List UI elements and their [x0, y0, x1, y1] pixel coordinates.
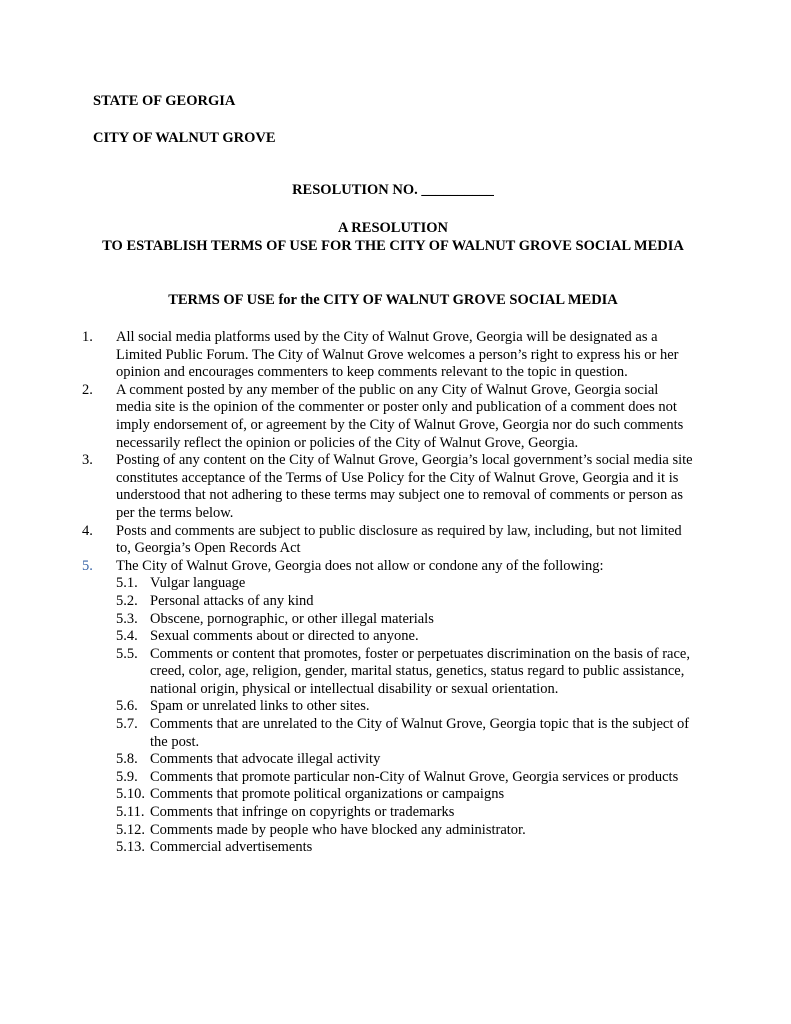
item-number: 5. — [82, 557, 93, 574]
subitem-number: 5.7. — [116, 716, 138, 733]
item-text: Posts and comments are subject to public disclosure as required by law, including, but not limited to, Georgia’s Open Records Act — [116, 522, 682, 557]
subitem-number: 5.5. — [116, 645, 138, 662]
subitem-number: 5.6. — [116, 698, 138, 715]
subitem-text: Comments that promote political organizations or campaigns — [150, 786, 505, 803]
prohibited-list — [116, 575, 694, 857]
subitem-text: Sexual comments about or directed to anyone. — [150, 628, 419, 645]
item-text: All social media platforms used by the City of Walnut Grove, Georgia will be designated as a Limited Public Forum. The City of Walnut Grove welcomes a person’s right to express his or her opinion and encourages commenters to keep comments relevant to the topic in question. — [116, 329, 679, 381]
city-heading: CITY OF WALNUT GROVE — [93, 130, 276, 146]
subitem-number: 5.9. — [116, 768, 138, 785]
subitem-number: 5.1. — [116, 575, 138, 592]
subitem-number: 5.11. — [116, 804, 145, 821]
item-number: 1. — [82, 329, 93, 345]
subitem-text: Vulgar language — [150, 575, 246, 592]
subitem-number: 5.13. — [116, 839, 145, 856]
sublist-item — [116, 646, 694, 699]
sublist-item — [116, 575, 694, 593]
subitem-text: Comments made by people who have blocked any administrator. — [150, 821, 526, 838]
subitem-text: Commercial advertisements — [150, 839, 313, 856]
sublist-item — [116, 804, 694, 822]
sublist-item — [116, 716, 694, 751]
sublist-item — [116, 751, 694, 769]
sublist-item — [116, 786, 694, 804]
resolution-subheading: TO ESTABLISH TERMS OF USE FOR THE CITY OF WALNUT GROVE SOCIAL MEDIA — [102, 238, 684, 254]
list-item — [82, 452, 694, 522]
resolution-number: RESOLUTION NO. __________ — [292, 182, 494, 198]
item-text: A comment posted by any member of the public on any City of Walnut Grove, Georgia social media site is the opinion of the commenter or poster only and publication of a comment does not imply endorsement of, or agreement by the City of Walnut Grove, Georgia nor do such comments necessarily reflect the opinion or policies of the City of Walnut Grove, Georgia. — [116, 381, 684, 451]
item-text: Posting of any content on the City of Walnut Grove, Georgia’s local government’s social media site constitutes acceptance of the Terms of Use Policy for the City of Walnut Grove, Georgia and it is understood that not adhering to these terms may subject one to removal of comments or person as per the terms below. — [116, 452, 693, 521]
sublist-item — [116, 698, 694, 716]
sublist-item — [116, 593, 694, 611]
subitem-number: 5.2. — [116, 592, 138, 609]
subitem-text: Comments that infringe on copyrights or trademarks — [150, 804, 455, 821]
resolution-heading: A RESOLUTION — [338, 220, 448, 236]
item-number: 4. — [82, 522, 93, 539]
list-item — [82, 523, 694, 558]
subitem-text: Comments that advocate illegal activity — [150, 751, 381, 768]
subitem-number: 5.8. — [116, 751, 138, 768]
sublist-item — [116, 822, 694, 840]
subitem-number: 5.4. — [116, 628, 138, 645]
sublist-item — [116, 628, 694, 646]
subitem-text: Obscene, pornographic, or other illegal materials — [150, 610, 434, 627]
subitem-text: Comments or content that promotes, foster or perpetuates discrimination on the basis of race, creed, color, age, religion, gender, marital status, genetics, status regard to public assistance, national origin, physical or intellectual disability or sexual orientation. — [150, 645, 690, 697]
sublist-item — [116, 611, 694, 629]
sublist-item — [116, 839, 694, 857]
item-number: 3. — [82, 452, 93, 469]
subitem-number: 5.12. — [116, 821, 145, 838]
item-text: The City of Walnut Grove, Georgia does not allow or condone any of the following: — [116, 557, 604, 574]
list-item — [82, 382, 694, 452]
subitem-text: Comments that are unrelated to the City of Walnut Grove, Georgia topic that is the subject of the post. — [150, 716, 690, 750]
state-heading: STATE OF GEORGIA — [93, 93, 236, 109]
subitem-text: Spam or unrelated links to other sites. — [150, 698, 370, 715]
subitem-text: Personal attacks of any kind — [150, 592, 314, 609]
subitem-number: 5.3. — [116, 610, 138, 627]
terms-list — [82, 329, 694, 857]
item-number: 2. — [82, 381, 93, 398]
terms-title: TERMS OF USE for the CITY OF WALNUT GROVE SOCIAL MEDIA — [168, 292, 618, 308]
sublist-item — [116, 769, 694, 787]
list-item — [82, 558, 694, 857]
subitem-number: 5.10. — [116, 786, 145, 803]
subitem-text: Comments that promote particular non-City of Walnut Grove, Georgia services or products — [150, 768, 679, 785]
list-item — [82, 329, 694, 382]
